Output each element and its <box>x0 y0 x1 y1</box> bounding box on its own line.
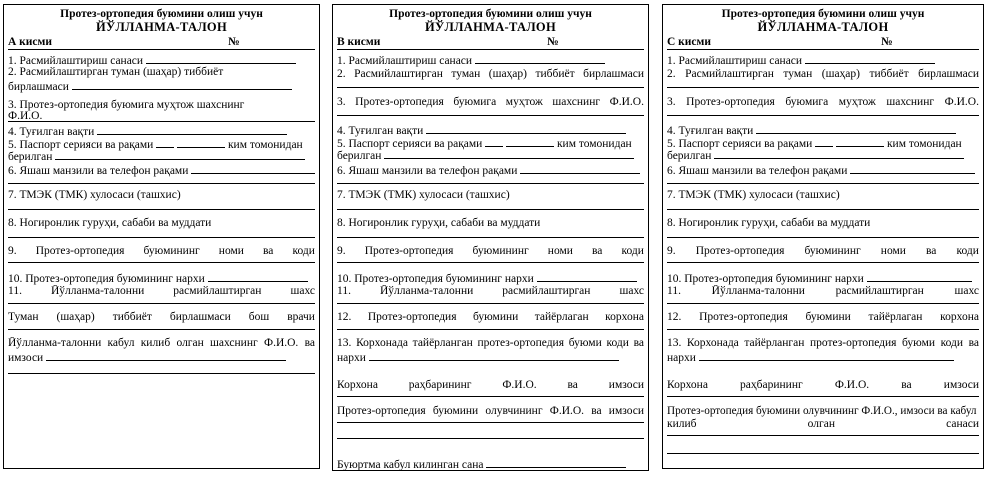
part-label: А кисми <box>8 36 52 48</box>
field-label-word: (шаҳар) <box>488 68 527 80</box>
field-label: 4. Туғилган вақти <box>337 125 424 137</box>
field-label: 5. Паспорт серияси ва рақами <box>8 139 154 151</box>
field-label-word: врачи <box>287 311 315 323</box>
field-item-price[interactable] <box>337 271 644 286</box>
field-label-word: Корхона <box>667 379 708 391</box>
field-label-word: Ф.И.О. <box>944 96 979 108</box>
field-label-word: буюми <box>902 337 936 349</box>
field-label-word: олган <box>807 418 835 430</box>
field-label-word: 13. <box>667 337 682 349</box>
field-label-word: Корхона <box>337 379 378 391</box>
field-label-word: Йўлланма-талонни <box>8 337 102 349</box>
field-label: 7. ТМЭК (ТМК) хулосаси (ташхис) <box>337 189 510 201</box>
fill-line <box>8 329 315 330</box>
field-label: ким томонидан <box>227 139 303 151</box>
field-label-word: (шаҳар) <box>56 311 95 323</box>
field-issue-date[interactable] <box>337 53 644 68</box>
fill-line <box>475 53 605 64</box>
field-label-word: расмийлаштирган <box>502 285 591 297</box>
fill-line <box>815 136 833 147</box>
field-label-word: бирлашмаси <box>169 311 231 323</box>
field-label-word: номи <box>880 245 906 257</box>
field-receiver-signature[interactable] <box>8 350 315 365</box>
field-label-word: Ф.И.О. <box>609 96 644 108</box>
field-label-word: шахс <box>619 285 644 297</box>
field-label-word: тайёрланган <box>744 337 805 349</box>
field-label: 4. Туғилган вақти <box>8 126 95 138</box>
form-title: Протез-ортопедия буюмини олиш учун <box>389 8 592 20</box>
field-label: 10. Протез-ортопедия буюмининг нархи <box>667 273 864 285</box>
field-label: имзоси <box>8 352 44 364</box>
field-passport-issued[interactable] <box>337 148 644 163</box>
field-label-word: тиббиёт <box>869 68 909 80</box>
fill-line <box>667 262 979 263</box>
fill-line <box>8 373 315 374</box>
form-subtitle: ЙЎЛЛАНМА-ТАЛОН <box>96 20 227 34</box>
fill-line <box>337 115 644 116</box>
field-label-word: шахснинг <box>552 96 601 108</box>
field-label-word: номи <box>547 245 573 257</box>
field-label: 1. Расмийлаштириш санаси <box>8 55 144 67</box>
field-label-word: ва <box>592 245 603 257</box>
field-label-word: номи <box>218 245 244 257</box>
field-label-word: коди <box>292 245 315 257</box>
field-district-label <box>8 66 315 79</box>
field-chief-doctor[interactable] <box>8 311 315 324</box>
fill-line <box>337 87 644 88</box>
field-passport-issued[interactable] <box>667 148 979 163</box>
field-diagnosis[interactable] <box>667 189 979 202</box>
field-label-word: коди <box>621 245 644 257</box>
field-label-word: Ф.И.О. <box>263 337 299 349</box>
field-label: берилган <box>667 150 712 162</box>
field-label-word: муҳтож <box>838 96 876 108</box>
fill-line <box>667 87 979 88</box>
fill-line <box>426 123 626 134</box>
field-issue-date[interactable] <box>667 53 979 68</box>
field-label: 10. Протез-ортопедия буюмининг нархи <box>337 273 534 285</box>
field-label-word: Протез-ортопедия <box>355 96 444 108</box>
field-label-word: шахснинг <box>210 337 258 349</box>
fill-line <box>850 163 975 174</box>
field-label-word: буюми <box>568 337 602 349</box>
fill-line <box>337 303 644 304</box>
field-label-word: коди <box>940 337 964 349</box>
fill-line <box>46 350 286 361</box>
field-address[interactable] <box>337 163 644 178</box>
field-label-word: шахс <box>954 285 979 297</box>
fill-line <box>146 53 296 64</box>
field-label: 8. Ногиронлик гуруҳи, сабаби ва муддати <box>8 217 212 229</box>
fill-line <box>384 148 634 159</box>
field-issuer[interactable] <box>8 285 315 298</box>
field-label-word: туман <box>451 68 481 80</box>
field-label-word: ва <box>926 245 937 257</box>
field-label-word: Протез-ортопедия <box>35 245 125 257</box>
number-sign: № <box>228 36 240 48</box>
field-label-word: 11. <box>8 285 22 297</box>
field-label: бирлашмаси <box>8 81 69 93</box>
field-label-word: Протез-ортопедия <box>699 311 788 323</box>
part-header <box>8 35 315 50</box>
field-label-word: буюмининг <box>143 245 200 257</box>
field-label-word: кабул <box>107 337 135 349</box>
field-label-word: 9. <box>667 245 676 257</box>
field-product-code[interactable] <box>337 337 644 350</box>
field-disability[interactable] <box>667 217 979 230</box>
field-item-name[interactable] <box>8 245 315 258</box>
fill-line <box>485 136 503 147</box>
field-label-word: корхона <box>605 311 644 323</box>
field-label-word: туман <box>783 68 813 80</box>
fill-line <box>667 237 979 238</box>
field-item-name[interactable] <box>667 245 979 258</box>
field-label-word: шахснинг <box>886 96 935 108</box>
field-label: 5. Паспорт серияси ва рақами <box>667 138 813 150</box>
field-label-word: Йўлланма-талонни <box>51 285 145 297</box>
field-label-word: коди <box>956 245 979 257</box>
field-label-word: буюмини <box>805 311 851 323</box>
fill-line <box>667 209 979 210</box>
fill-line <box>667 303 979 304</box>
fill-line <box>756 123 956 134</box>
field-label-word: буюмининг <box>804 245 861 257</box>
fill-line <box>520 163 640 174</box>
field-label-word: бош <box>248 311 270 323</box>
field-label: ким томонидан <box>556 138 632 150</box>
fill-line <box>337 209 644 210</box>
field-manufacturer[interactable] <box>667 311 979 324</box>
field-item-price[interactable] <box>8 271 315 286</box>
field-label: 7. ТМЭК (ТМК) хулосаси (ташхис) <box>8 189 181 201</box>
field-label-word: корхона <box>940 311 979 323</box>
field-label: 1. Расмийлаштириш санаси <box>667 55 803 67</box>
field-label-word: Ф.И.О. <box>834 379 870 391</box>
field-label-word: Протез-ортопедия <box>686 96 775 108</box>
fill-line <box>369 350 619 361</box>
number-sign: № <box>881 36 893 48</box>
field-label-word: 11. <box>337 285 351 297</box>
field-diagnosis[interactable] <box>8 189 315 202</box>
field-label-word: Протез-ортопедия <box>695 245 785 257</box>
field-label-word: олган <box>176 337 204 349</box>
number-sign: № <box>547 36 559 48</box>
part-header <box>667 35 979 50</box>
field-label: нархи <box>337 352 366 364</box>
field-item-price[interactable] <box>667 271 979 286</box>
field-label: нархи <box>667 352 696 364</box>
field-label-word: буюмига <box>453 96 497 108</box>
field-label: ким томонидан <box>886 138 962 150</box>
field-disability[interactable] <box>337 217 644 230</box>
field-item-name[interactable] <box>337 245 644 258</box>
fill-line <box>667 183 979 184</box>
fill-line <box>337 183 644 184</box>
fill-line <box>337 237 644 238</box>
field-label-word: буюмини <box>432 405 479 417</box>
fill-line <box>8 262 315 263</box>
fill-line <box>867 271 972 282</box>
field-label-word: Корхонада <box>356 337 408 349</box>
field-director[interactable] <box>667 379 979 392</box>
field-label: берилган <box>8 151 53 163</box>
fill-line <box>55 149 305 160</box>
field-recipient[interactable] <box>667 418 979 431</box>
fill-line <box>8 121 315 122</box>
field-label: Протез-ортопедия буюмини олувчининг Ф.И.О., имзоси ва кабул <box>667 405 977 417</box>
field-label-word: протез-ортопедия <box>477 337 564 349</box>
fill-line <box>667 115 979 116</box>
field-label: 6. Яшаш манзили ва телефон рақами <box>8 165 189 177</box>
fill-line <box>8 237 315 238</box>
field-product-code[interactable] <box>667 337 979 350</box>
coupon-part-a <box>3 4 320 469</box>
field-label-word: ва <box>304 337 315 349</box>
fill-line <box>8 183 315 184</box>
field-label-word: муҳтож <box>505 96 543 108</box>
field-label: 7. ТМЭК (ТМК) хулосаси (ташхис) <box>667 189 840 201</box>
field-label-word: Расмийлаштирган <box>354 68 443 80</box>
fill-line <box>97 124 287 135</box>
field-label-word: бирлашмаси <box>918 68 979 80</box>
field-label-word: 3. <box>337 96 346 108</box>
field-label-word: расмийлаштирган <box>173 285 262 297</box>
part-label: С кисми <box>667 36 711 48</box>
field-label: 6. Яшаш манзили ва телефон рақами <box>337 165 518 177</box>
field-label-word: Туман <box>8 311 39 323</box>
field-recipient[interactable] <box>337 405 644 418</box>
field-label-word: раҳбарининг <box>740 379 803 391</box>
fill-line <box>836 136 884 147</box>
field-label-word: ва <box>567 379 578 391</box>
form-subtitle: ЙЎЛЛАНМА-ТАЛОН <box>425 20 556 34</box>
field-label-word: Протез-ортопедия <box>364 245 454 257</box>
field-manufacturer[interactable] <box>337 311 644 324</box>
fill-line <box>337 438 644 439</box>
part-header <box>337 35 644 50</box>
field-label-word: Йўлланма-талонни <box>380 285 474 297</box>
fill-line <box>72 79 292 90</box>
field-label-word: буюмига <box>785 96 829 108</box>
field-product-price[interactable] <box>337 350 644 365</box>
fill-line <box>667 453 979 454</box>
field-label: 8. Ногиронлик гуруҳи, сабаби ва муддати <box>337 217 541 229</box>
field-product-price[interactable] <box>667 350 979 365</box>
field-label-word: Ф.И.О. <box>549 405 585 417</box>
field-label-word: бирлашмаси <box>583 68 644 80</box>
fill-line <box>667 396 979 397</box>
fill-line <box>714 148 964 159</box>
field-district[interactable] <box>8 79 315 94</box>
field-label: берилган <box>337 150 382 162</box>
field-label: Буюртма кабул килинган сана <box>337 459 484 471</box>
field-patient-name[interactable] <box>337 96 644 109</box>
field-label-word: 3. <box>667 96 676 108</box>
fill-line <box>486 457 626 468</box>
field-label-word: Йўлланма-талонни <box>711 285 805 297</box>
field-label-word: 2. <box>337 68 346 80</box>
field-district[interactable] <box>337 68 644 81</box>
field-label: 3. Протез-ортопедия буюмига муҳтож шахснинг <box>8 99 245 111</box>
field-label-word: санаси <box>946 418 979 430</box>
field-label-word: коди <box>606 337 629 349</box>
field-label-word: 9. <box>8 245 17 257</box>
field-label-word: ва <box>633 337 644 349</box>
field-label: 1. Расмийлаштириш санаси <box>337 55 473 67</box>
field-address[interactable] <box>8 163 315 178</box>
fill-line <box>8 303 315 304</box>
field-label-word: Корхонада <box>686 337 739 349</box>
field-label-word: 13. <box>337 337 352 349</box>
form-title: Протез-ортопедия буюмини олиш учун <box>60 8 263 20</box>
field-label-word: шахс <box>290 285 315 297</box>
field-label-word: раҳбарининг <box>408 379 472 391</box>
fill-line <box>156 137 174 148</box>
field-label-word: ва <box>263 245 274 257</box>
field-diagnosis[interactable] <box>337 189 644 202</box>
field-label-word: килиб <box>667 418 697 430</box>
part-label: В кисми <box>337 36 381 48</box>
fill-line <box>337 329 644 330</box>
field-label-word: 11. <box>667 285 681 297</box>
fill-line <box>177 137 225 148</box>
fill-line <box>805 53 935 64</box>
field-passport-issued[interactable] <box>8 149 315 164</box>
field-label-word: килиб <box>140 337 171 349</box>
field-label: 6. Яшаш манзили ва телефон рақами <box>667 165 848 177</box>
field-label-word: буюмини <box>472 311 519 323</box>
field-label-word: ва <box>901 379 912 391</box>
field-address[interactable] <box>667 163 979 178</box>
field-label: 2. Расмийлаштирган туман (шаҳар) тиббиёт <box>8 66 224 78</box>
coupon-part-c <box>662 4 984 469</box>
field-label-word: Ф.И.О. <box>502 379 537 391</box>
field-label: 5. Паспорт серияси ва рақами <box>337 138 483 150</box>
fill-line <box>191 163 315 174</box>
form-subtitle: ЙЎЛЛАНМА-ТАЛОН <box>757 20 889 34</box>
fill-line <box>699 350 954 361</box>
fill-line <box>337 422 644 423</box>
field-label: 10. Протез-ортопедия буюмининг нархи <box>8 273 205 285</box>
field-label-word: Протез-ортопедия <box>337 405 426 417</box>
fill-line <box>8 209 315 210</box>
field-label-word: 12. <box>667 311 682 323</box>
field-label-word: буюмининг <box>472 245 529 257</box>
field-label-word: (шаҳар) <box>821 68 860 80</box>
fill-line <box>537 271 637 282</box>
field-label-word: олувчининг <box>485 405 543 417</box>
field-patient-name[interactable] <box>667 96 979 109</box>
fill-line <box>506 136 554 147</box>
field-label-word: Расмийлаштирган <box>685 68 774 80</box>
field-label-word: тайёрланган <box>412 337 473 349</box>
field-label-word: 9. <box>337 245 346 257</box>
fill-line <box>208 271 308 282</box>
field-label-word: ва <box>591 405 602 417</box>
field-label: Ф.И.О. <box>8 110 43 122</box>
field-label-word: имзоси <box>608 379 644 391</box>
field-label-word: тиббиёт <box>535 68 575 80</box>
field-label: 8. Ногиронлик гуруҳи, сабаби ва муддати <box>667 217 871 229</box>
field-label-word: 12. <box>337 311 352 323</box>
field-district[interactable] <box>667 68 979 81</box>
field-label-word: тайёрлаган <box>534 311 589 323</box>
field-label-word: Протез-ортопедия <box>367 311 457 323</box>
field-recipient-label <box>667 405 979 418</box>
fill-line <box>337 262 644 263</box>
field-receiver[interactable] <box>8 337 315 350</box>
form-title: Протез-ортопедия буюмини олиш учун <box>721 8 925 20</box>
field-label-word: тиббиёт <box>112 311 152 323</box>
field-issuer[interactable] <box>337 285 644 298</box>
fill-line <box>667 435 979 436</box>
field-label-word: расмийлаштирган <box>835 285 924 297</box>
field-label-word: протез-ортопедия <box>809 337 897 349</box>
field-label-word: имзоси <box>608 405 644 417</box>
field-label-word: 2. <box>667 68 676 80</box>
field-label-word: ва <box>968 337 979 349</box>
field-label-word: тайёрлаган <box>868 311 923 323</box>
field-disability[interactable] <box>8 217 315 230</box>
field-director[interactable] <box>337 379 644 392</box>
coupon-part-b <box>332 4 649 471</box>
fill-line <box>667 329 979 330</box>
field-label-word: имзоси <box>943 379 979 391</box>
fill-line <box>337 396 644 397</box>
field-issuer[interactable] <box>667 285 979 298</box>
field-label: 4. Туғилган вақти <box>667 125 754 137</box>
field-order-date[interactable] <box>337 457 644 472</box>
